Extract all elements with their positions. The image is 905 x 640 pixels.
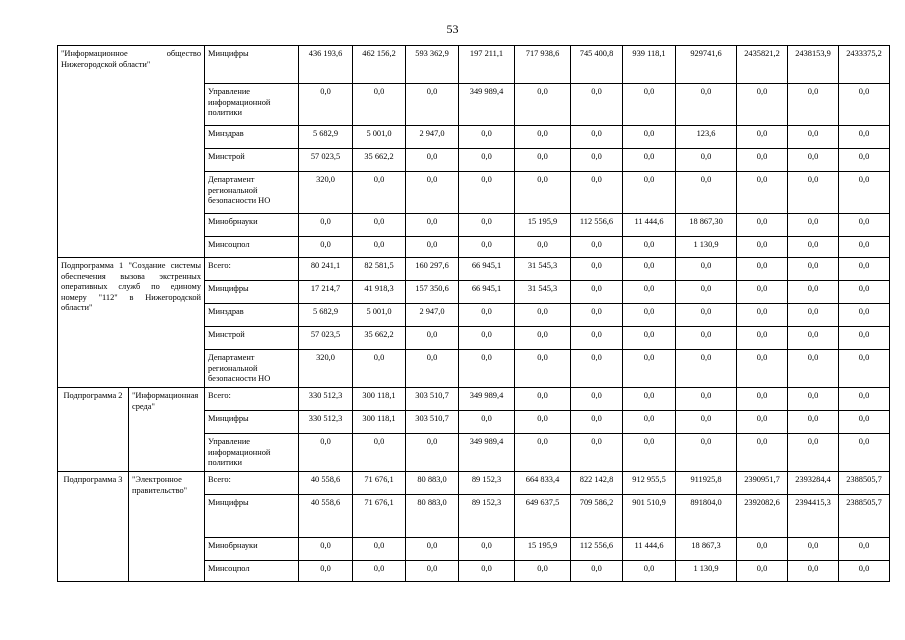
funding-value: 0,0 <box>299 538 353 561</box>
funding-value: 891804,0 <box>676 495 737 538</box>
funding-value: 0,0 <box>515 237 571 258</box>
funding-value: 0,0 <box>515 350 571 388</box>
funding-value: 31 545,3 <box>515 258 571 281</box>
funding-value: 89 152,3 <box>459 472 515 495</box>
funding-value: 0,0 <box>737 84 788 126</box>
funding-value: 0,0 <box>571 126 623 149</box>
funding-value: 40 558,6 <box>299 495 353 538</box>
funding-value: 0,0 <box>737 126 788 149</box>
funding-value: 0,0 <box>571 434 623 472</box>
funding-value: 330 512,3 <box>299 411 353 434</box>
funding-value: 157 350,6 <box>406 281 459 304</box>
funding-value: 66 945,1 <box>459 258 515 281</box>
funding-value: 2390951,7 <box>737 472 788 495</box>
funding-value: 197 211,1 <box>459 46 515 84</box>
responsible-executor: Департамент региональной безопасности НО <box>205 172 299 214</box>
funding-value: 0,0 <box>406 149 459 172</box>
funding-value: 0,0 <box>515 327 571 350</box>
funding-value: 2388505,7 <box>839 495 890 538</box>
funding-value: 0,0 <box>788 304 839 327</box>
responsible-executor: Минздрав <box>205 304 299 327</box>
funding-value: 2393284,4 <box>788 472 839 495</box>
funding-value: 0,0 <box>623 434 676 472</box>
program-name: "Информационное общество Нижегородской области" <box>58 46 205 258</box>
funding-value: 0,0 <box>623 237 676 258</box>
funding-value: 0,0 <box>571 237 623 258</box>
funding-value: 15 195,9 <box>515 214 571 237</box>
funding-value: 0,0 <box>788 538 839 561</box>
responsible-executor: Всего: <box>205 388 299 411</box>
funding-value: 0,0 <box>353 84 406 126</box>
funding-value: 0,0 <box>571 84 623 126</box>
funding-value: 709 586,2 <box>571 495 623 538</box>
table-row <box>58 46 890 84</box>
funding-value: 0,0 <box>788 281 839 304</box>
funding-value: 0,0 <box>737 281 788 304</box>
funding-value: 0,0 <box>515 388 571 411</box>
funding-value: 0,0 <box>406 172 459 214</box>
funding-value: 0,0 <box>353 172 406 214</box>
funding-value: 0,0 <box>406 434 459 472</box>
funding-value: 80 241,1 <box>299 258 353 281</box>
subprogram-number: Подпрограмма 3 <box>58 472 129 582</box>
funding-value: 0,0 <box>676 434 737 472</box>
responsible-executor: Минсоцпол <box>205 561 299 582</box>
funding-value: 0,0 <box>571 304 623 327</box>
funding-value: 0,0 <box>737 149 788 172</box>
funding-value: 0,0 <box>788 237 839 258</box>
funding-value: 0,0 <box>571 327 623 350</box>
funding-value: 31 545,3 <box>515 281 571 304</box>
funding-value: 0,0 <box>406 350 459 388</box>
funding-value: 0,0 <box>676 411 737 434</box>
funding-value: 901 510,9 <box>623 495 676 538</box>
funding-value: 0,0 <box>571 149 623 172</box>
funding-value: 5 001,0 <box>353 304 406 327</box>
funding-value: 0,0 <box>788 411 839 434</box>
funding-value: 0,0 <box>788 149 839 172</box>
funding-value: 2438153,9 <box>788 46 839 84</box>
responsible-executor: Управление информационной политики <box>205 434 299 472</box>
funding-value: 0,0 <box>676 304 737 327</box>
funding-value: 0,0 <box>623 172 676 214</box>
funding-value: 436 193,6 <box>299 46 353 84</box>
funding-value: 0,0 <box>676 172 737 214</box>
funding-value: 0,0 <box>459 304 515 327</box>
responsible-executor: Минцифры <box>205 281 299 304</box>
funding-value: 2392082,6 <box>737 495 788 538</box>
funding-value: 0,0 <box>406 561 459 582</box>
program-name: Подпрограмма 1 "Создание системы обеспечения вызова экстренных оперативных служб по единому номеру "112" в Нижегородской области" <box>58 258 205 388</box>
funding-value: 41 918,3 <box>353 281 406 304</box>
funding-value: 0,0 <box>571 172 623 214</box>
funding-value: 0,0 <box>515 411 571 434</box>
funding-value: 0,0 <box>459 538 515 561</box>
funding-value: 0,0 <box>571 281 623 304</box>
funding-value: 0,0 <box>676 258 737 281</box>
funding-value: 349 989,4 <box>459 388 515 411</box>
funding-value: 18 867,30 <box>676 214 737 237</box>
funding-value: 71 676,1 <box>353 495 406 538</box>
funding-value: 0,0 <box>353 214 406 237</box>
funding-value: 5 682,9 <box>299 304 353 327</box>
funding-value: 0,0 <box>737 538 788 561</box>
funding-value: 0,0 <box>571 350 623 388</box>
funding-value: 0,0 <box>788 214 839 237</box>
funding-value: 0,0 <box>406 237 459 258</box>
funding-value: 822 142,8 <box>571 472 623 495</box>
funding-value: 80 883,0 <box>406 495 459 538</box>
funding-value: 35 662,2 <box>353 149 406 172</box>
funding-value: 0,0 <box>459 214 515 237</box>
funding-value: 0,0 <box>299 561 353 582</box>
funding-value: 664 833,4 <box>515 472 571 495</box>
funding-value: 0,0 <box>515 561 571 582</box>
funding-value: 0,0 <box>839 388 890 411</box>
subprogram-title: "Информационная среда" <box>129 388 205 472</box>
funding-value: 0,0 <box>737 350 788 388</box>
funding-value: 0,0 <box>788 388 839 411</box>
funding-value: 0,0 <box>737 214 788 237</box>
funding-value: 0,0 <box>623 411 676 434</box>
funding-value: 593 362,9 <box>406 46 459 84</box>
responsible-executor: Департамент региональной безопасности НО <box>205 350 299 388</box>
funding-value: 912 955,5 <box>623 472 676 495</box>
responsible-executor: Минздрав <box>205 126 299 149</box>
funding-value: 112 556,6 <box>571 538 623 561</box>
funding-value: 0,0 <box>839 304 890 327</box>
funding-value: 303 510,7 <box>406 388 459 411</box>
funding-value: 0,0 <box>571 411 623 434</box>
funding-value: 0,0 <box>406 538 459 561</box>
funding-value: 300 118,1 <box>353 411 406 434</box>
funding-value: 57 023,5 <box>299 149 353 172</box>
funding-value: 1 130,9 <box>676 561 737 582</box>
funding-value: 0,0 <box>839 561 890 582</box>
table-row <box>58 258 890 281</box>
funding-value: 57 023,5 <box>299 327 353 350</box>
funding-value: 0,0 <box>839 84 890 126</box>
funding-value: 0,0 <box>788 434 839 472</box>
funding-value: 80 883,0 <box>406 472 459 495</box>
funding-value: 0,0 <box>676 388 737 411</box>
funding-value: 0,0 <box>623 561 676 582</box>
funding-value: 0,0 <box>299 237 353 258</box>
funding-value: 0,0 <box>515 172 571 214</box>
funding-value: 0,0 <box>299 84 353 126</box>
funding-value: 0,0 <box>623 304 676 327</box>
subprogram-title: "Электронное правительство" <box>129 472 205 582</box>
funding-value: 40 558,6 <box>299 472 353 495</box>
funding-value: 0,0 <box>839 149 890 172</box>
funding-value: 0,0 <box>353 561 406 582</box>
funding-value: 0,0 <box>788 327 839 350</box>
funding-value: 0,0 <box>676 149 737 172</box>
funding-value: 0,0 <box>839 327 890 350</box>
funding-value: 1 130,9 <box>676 237 737 258</box>
funding-value: 0,0 <box>839 172 890 214</box>
funding-value: 320,0 <box>299 350 353 388</box>
funding-value: 17 214,7 <box>299 281 353 304</box>
funding-value: 0,0 <box>515 149 571 172</box>
funding-value: 0,0 <box>459 149 515 172</box>
responsible-executor: Всего: <box>205 258 299 281</box>
funding-value: 939 118,1 <box>623 46 676 84</box>
funding-value: 0,0 <box>515 126 571 149</box>
funding-value: 0,0 <box>839 350 890 388</box>
responsible-executor: Всего: <box>205 472 299 495</box>
funding-value: 0,0 <box>623 281 676 304</box>
funding-value: 0,0 <box>737 304 788 327</box>
funding-value: 0,0 <box>406 214 459 237</box>
funding-value: 0,0 <box>459 327 515 350</box>
responsible-executor: Минцифры <box>205 411 299 434</box>
funding-value: 0,0 <box>676 281 737 304</box>
responsible-executor: Минцифры <box>205 46 299 84</box>
funding-value: 929741,6 <box>676 46 737 84</box>
funding-value: 2 947,0 <box>406 304 459 327</box>
funding-value: 0,0 <box>737 561 788 582</box>
funding-value: 320,0 <box>299 172 353 214</box>
funding-value: 0,0 <box>839 538 890 561</box>
funding-value: 0,0 <box>623 84 676 126</box>
funding-value: 0,0 <box>623 126 676 149</box>
funding-value: 0,0 <box>515 84 571 126</box>
funding-value: 0,0 <box>571 258 623 281</box>
funding-value: 0,0 <box>737 258 788 281</box>
funding-value: 0,0 <box>839 281 890 304</box>
funding-value: 0,0 <box>515 304 571 327</box>
funding-value: 0,0 <box>676 350 737 388</box>
funding-value: 89 152,3 <box>459 495 515 538</box>
responsible-executor: Минстрой <box>205 149 299 172</box>
funding-value: 0,0 <box>788 172 839 214</box>
funding-value: 462 156,2 <box>353 46 406 84</box>
funding-value: 0,0 <box>459 172 515 214</box>
funding-value: 0,0 <box>353 237 406 258</box>
funding-value: 0,0 <box>839 214 890 237</box>
funding-value: 0,0 <box>737 172 788 214</box>
responsible-executor: Управление информационной политики <box>205 84 299 126</box>
funding-value: 0,0 <box>737 388 788 411</box>
funding-value: 0,0 <box>839 434 890 472</box>
budget-table-body <box>58 46 890 582</box>
funding-value: 0,0 <box>353 538 406 561</box>
funding-value: 0,0 <box>459 350 515 388</box>
funding-value: 649 637,5 <box>515 495 571 538</box>
responsible-executor: Минстрой <box>205 327 299 350</box>
funding-value: 2394415,3 <box>788 495 839 538</box>
funding-value: 18 867,3 <box>676 538 737 561</box>
funding-value: 303 510,7 <box>406 411 459 434</box>
funding-value: 0,0 <box>299 214 353 237</box>
funding-value: 11 444,6 <box>623 214 676 237</box>
funding-value: 0,0 <box>788 561 839 582</box>
funding-value: 349 989,4 <box>459 84 515 126</box>
funding-value: 5 682,9 <box>299 126 353 149</box>
subprogram-number: Подпрограмма 2 <box>58 388 129 472</box>
funding-value: 2433375,2 <box>839 46 890 84</box>
funding-value: 2 947,0 <box>406 126 459 149</box>
funding-value: 0,0 <box>676 84 737 126</box>
funding-value: 160 297,6 <box>406 258 459 281</box>
responsible-executor: Минобрнауки <box>205 214 299 237</box>
funding-value: 0,0 <box>737 327 788 350</box>
funding-value: 0,0 <box>406 327 459 350</box>
funding-value: 0,0 <box>839 126 890 149</box>
funding-value: 0,0 <box>515 434 571 472</box>
funding-value: 911925,8 <box>676 472 737 495</box>
funding-value: 0,0 <box>623 350 676 388</box>
funding-value: 0,0 <box>353 350 406 388</box>
funding-value: 0,0 <box>788 258 839 281</box>
funding-value: 0,0 <box>571 388 623 411</box>
funding-value: 0,0 <box>406 84 459 126</box>
funding-value: 0,0 <box>676 327 737 350</box>
funding-value: 66 945,1 <box>459 281 515 304</box>
funding-value: 112 556,6 <box>571 214 623 237</box>
funding-value: 2435821,2 <box>737 46 788 84</box>
funding-value: 15 195,9 <box>515 538 571 561</box>
funding-value: 11 444,6 <box>623 538 676 561</box>
funding-value: 0,0 <box>459 126 515 149</box>
funding-value: 349 989,4 <box>459 434 515 472</box>
funding-value: 0,0 <box>839 237 890 258</box>
funding-value: 0,0 <box>459 237 515 258</box>
funding-value: 0,0 <box>623 388 676 411</box>
funding-value: 745 400,8 <box>571 46 623 84</box>
responsible-executor: Минсоцпол <box>205 237 299 258</box>
funding-value: 0,0 <box>788 126 839 149</box>
responsible-executor: Минцифры <box>205 495 299 538</box>
funding-value: 0,0 <box>571 561 623 582</box>
funding-value: 0,0 <box>737 237 788 258</box>
funding-value: 0,0 <box>623 258 676 281</box>
funding-value: 2388505,7 <box>839 472 890 495</box>
funding-value: 0,0 <box>459 411 515 434</box>
funding-value: 0,0 <box>737 434 788 472</box>
funding-value: 71 676,1 <box>353 472 406 495</box>
responsible-executor: Минобрнауки <box>205 538 299 561</box>
funding-value: 82 581,5 <box>353 258 406 281</box>
funding-value: 0,0 <box>623 327 676 350</box>
funding-value: 123,6 <box>676 126 737 149</box>
funding-value: 35 662,2 <box>353 327 406 350</box>
funding-value: 0,0 <box>788 350 839 388</box>
funding-value: 0,0 <box>459 561 515 582</box>
funding-value: 0,0 <box>299 434 353 472</box>
funding-value: 0,0 <box>839 258 890 281</box>
funding-value: 717 938,6 <box>515 46 571 84</box>
budget-table <box>57 45 890 582</box>
table-row <box>58 472 890 495</box>
table-row <box>58 388 890 411</box>
funding-value: 0,0 <box>737 411 788 434</box>
funding-value: 0,0 <box>623 149 676 172</box>
funding-value: 0,0 <box>353 434 406 472</box>
funding-value: 5 001,0 <box>353 126 406 149</box>
funding-value: 300 118,1 <box>353 388 406 411</box>
funding-value: 0,0 <box>788 84 839 126</box>
page-number: 53 <box>446 22 459 36</box>
funding-value: 330 512,3 <box>299 388 353 411</box>
funding-value: 0,0 <box>839 411 890 434</box>
